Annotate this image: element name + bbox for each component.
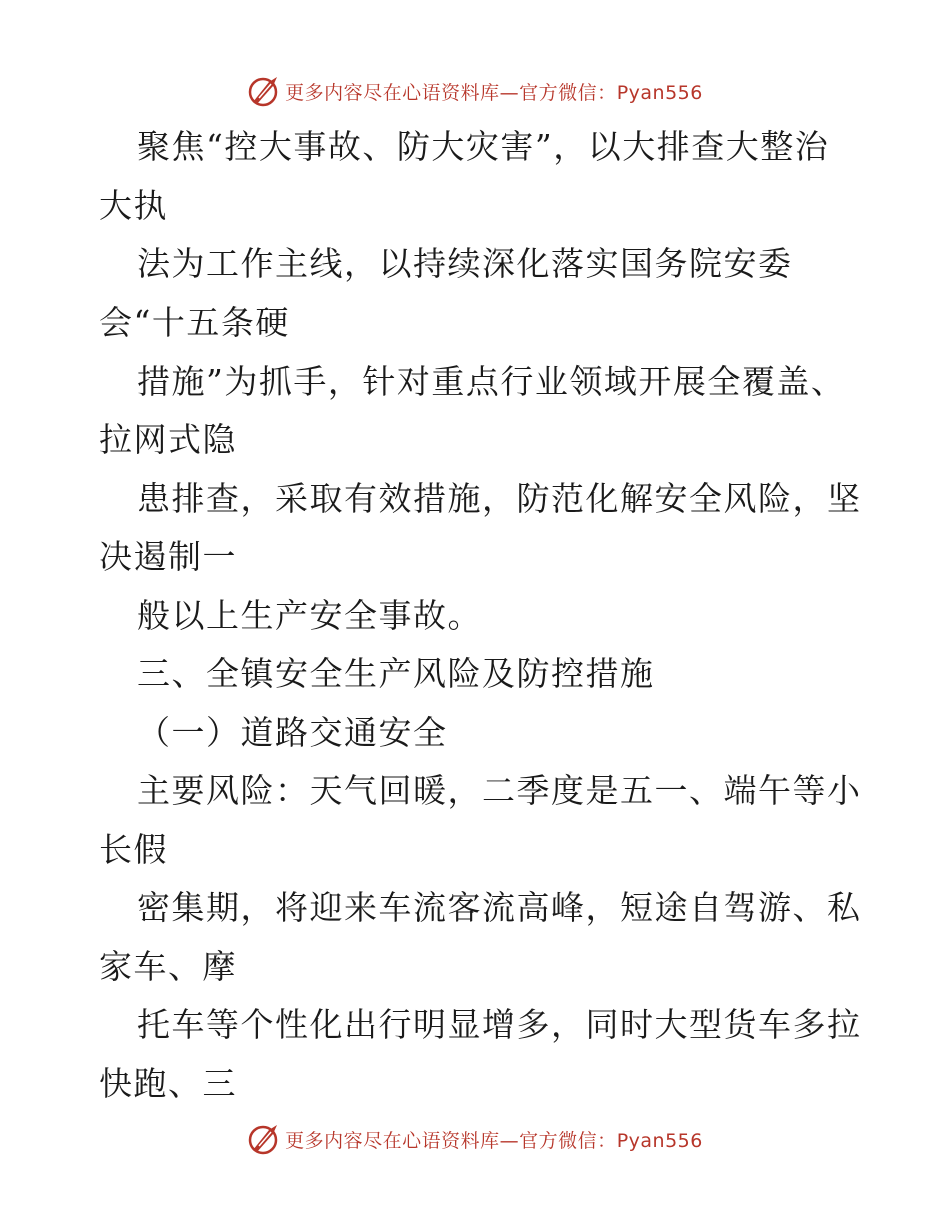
text-line: 患排查，采取有效措施，防范化解安全风险，坚 bbox=[137, 479, 862, 518]
text-line: 拉网式隐 bbox=[99, 420, 237, 459]
section-heading: 三、全镇安全生产风险及防控措施 bbox=[137, 654, 655, 693]
text-line: 般以上生产安全事故。 bbox=[137, 596, 482, 635]
text-line: 密集期，将迎来车流客流高峰，短途自驾游、私 bbox=[137, 888, 862, 927]
text-line: 法为工作主线，以持续深化落实国务院安委 bbox=[137, 244, 793, 283]
subsection-heading: （一）道路交通安全 bbox=[137, 713, 448, 752]
text-line: 主要风险：天气回暖，二季度是五一、端午等小 bbox=[137, 771, 862, 810]
text-line: 会“十五条硬 bbox=[99, 303, 290, 342]
watermark-text: 更多内容尽在心语资料库—官方微信：Pyan556 bbox=[285, 1129, 703, 1152]
quill-pen-logo-icon bbox=[247, 1122, 281, 1156]
text-line: 托车等个性化出行明显增多，同时大型货车多拉 bbox=[137, 1005, 862, 1044]
text-line: 措施”为抓手，针对重点行业领域开展全覆盖、 bbox=[137, 362, 846, 401]
text-line: 决遏制一 bbox=[99, 537, 237, 576]
text-line: 快跑、三 bbox=[99, 1064, 237, 1103]
text-line: 大执 bbox=[99, 186, 168, 225]
text-line: 家车、摩 bbox=[99, 947, 237, 986]
quill-pen-logo-icon bbox=[247, 74, 281, 108]
footer-watermark bbox=[0, 1119, 950, 1159]
text-line: 聚焦“控大事故、防大灾害”，以大排查大整治 bbox=[137, 127, 830, 166]
text-line: 长假 bbox=[99, 830, 168, 869]
header-watermark bbox=[0, 71, 950, 111]
watermark-text: 更多内容尽在心语资料库—官方微信：Pyan556 bbox=[285, 81, 703, 104]
